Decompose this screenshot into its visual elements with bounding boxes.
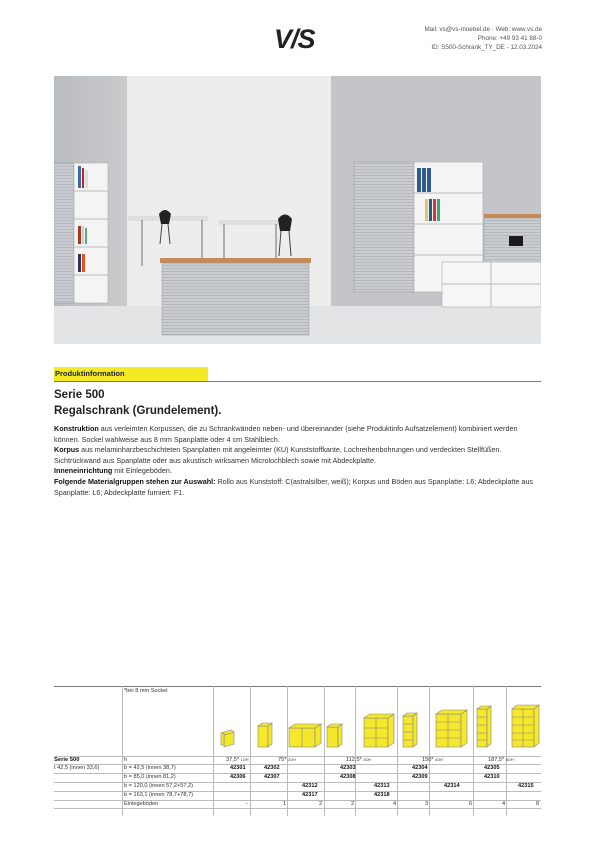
article-number: 42313: [374, 783, 390, 789]
cabinet-icon-4oh-wide: [436, 710, 467, 747]
article-number: 42303: [340, 765, 356, 771]
article-number: 42309: [412, 774, 428, 780]
cabinet-icon-3oh-wide: [364, 714, 394, 747]
shelves-count: 8: [536, 801, 540, 807]
section-divider: [54, 381, 541, 382]
article-number: 42305: [484, 765, 500, 771]
shelves-count: 4: [502, 801, 506, 807]
table-divider: [122, 686, 123, 816]
series-title: Serie 500: [54, 389, 105, 401]
article-number: 42318: [374, 792, 390, 798]
shelves-label: Einlegeböden: [124, 801, 159, 807]
article-number: 42310: [484, 774, 500, 780]
width-row-label: b = 120,0 (innen 57,2+57,2): [124, 783, 194, 789]
product-title: Regalschrank (Grundelement).: [54, 405, 222, 417]
description-interior: [54, 466, 541, 477]
text-body: aus melaminharzbeschichteten Spanplatten mit angeleimter (KU) Kunststoffkante, Lochreihenbohrungen und verdeckten Stellfüßen. Sichtrückwand aus Spanplatte oder aus akustisch wirksamen Microlochblech sowie mit Abdeckplatte.: [54, 445, 502, 465]
width-row-label: b = 42,5 (innen 38,7): [124, 765, 176, 771]
cabinet-icon-2oh-medium: [327, 724, 342, 747]
cabinet-icon-1oh-narrow: [221, 730, 234, 747]
height-3oh: 112,5* 3OH: [346, 757, 372, 763]
article-number: 42312: [302, 783, 318, 789]
cabinet-icon-5oh-wide: [512, 705, 539, 747]
cabinet-icon-2oh-wide: [289, 724, 321, 747]
product-photo: [54, 76, 541, 344]
label-materials: Folgende Materialgruppen stehen zur Auswahl:: [54, 476, 216, 486]
width-row-label: b = 85,0 (innen 81,2): [124, 774, 176, 780]
shelves-count: 6: [469, 801, 473, 807]
series-label: Serie 500: [54, 757, 80, 763]
cabinet-icon-4oh-narrow: [403, 713, 417, 747]
article-number: 42306: [230, 774, 246, 780]
height-label: h: [124, 757, 128, 763]
shelves-count: 2: [319, 801, 323, 807]
cabinet-icon-2oh-narrow: [258, 723, 272, 747]
height-1oh: 37,5* 1OH: [226, 757, 249, 763]
label-interior: Inneneinrichtung: [54, 466, 113, 476]
article-number: 42314: [444, 783, 460, 789]
shelves-count: 1: [283, 801, 287, 807]
cabinet-icon-5oh-narrow: [477, 706, 491, 747]
contact-phone: Phone: +49 93 41 88-0: [477, 34, 542, 42]
width-row-label: b = 163,1 (innen 78,7+78,7): [124, 792, 194, 798]
table-footnote: *bei 8 mm Sockel: [124, 688, 168, 694]
height-5oh: 187,5* 5OH: [488, 757, 514, 763]
label-construction: Konstruktion: [54, 424, 99, 433]
shelves-count: 2: [351, 801, 355, 807]
section-badge: Produktinformation: [54, 367, 208, 381]
table-top-rule: [54, 686, 541, 687]
shelves-count: 4: [393, 801, 397, 807]
shelves-count: 3: [425, 801, 429, 807]
article-number: 42315: [518, 783, 534, 789]
article-number: 42317: [302, 792, 318, 798]
article-number: 42302: [264, 765, 280, 771]
brand-logo: V/S: [274, 24, 315, 54]
article-number: 42301: [230, 765, 246, 771]
label-body: Korpus: [54, 445, 80, 455]
article-number: 42308: [340, 774, 356, 780]
depth-label: t 42,5 (innen 33,6): [54, 765, 100, 771]
cabinet-illustrations: [214, 696, 541, 758]
description-materials: [54, 477, 541, 498]
contact-mail-web: Mail: vs@vs-moebel.de · Web: www.vs.de: [424, 26, 542, 33]
document-id: ID: S500-Schrank_TY_DE - 12.03.2024: [431, 43, 542, 51]
height-4oh: 150* 4OH: [422, 757, 443, 763]
product-description: [54, 424, 541, 498]
text-interior: mit Einlegeböden.: [112, 466, 172, 476]
text-construction: aus verleimten Korpussen, die zu Schrankwänden neben- und übereinander (siehe Produktinfo Aufsatzelement) kombiniert werden können. Sockel wahlweise aus 8 mm Spanplatte oder 4 cm Stahlblech.: [54, 424, 518, 444]
description-body: [54, 445, 541, 466]
order-table: [54, 686, 541, 816]
shelves-count: -: [246, 801, 248, 807]
article-number: 42304: [412, 765, 428, 771]
height-2oh: 75* 2OH: [278, 757, 296, 763]
article-number: 42307: [264, 774, 280, 780]
contact-info: [424, 26, 542, 52]
table-row-rule: [54, 808, 541, 809]
text-materials: Rollo aus Kunststoff: C(astralsilber, weiß); Korpus und Böden aus Spanplatte: L6; Abdeckplatte aus Spanplatte: L6; Abdeckplatte furniert: F1.: [54, 476, 533, 497]
description-construction: [54, 424, 541, 445]
